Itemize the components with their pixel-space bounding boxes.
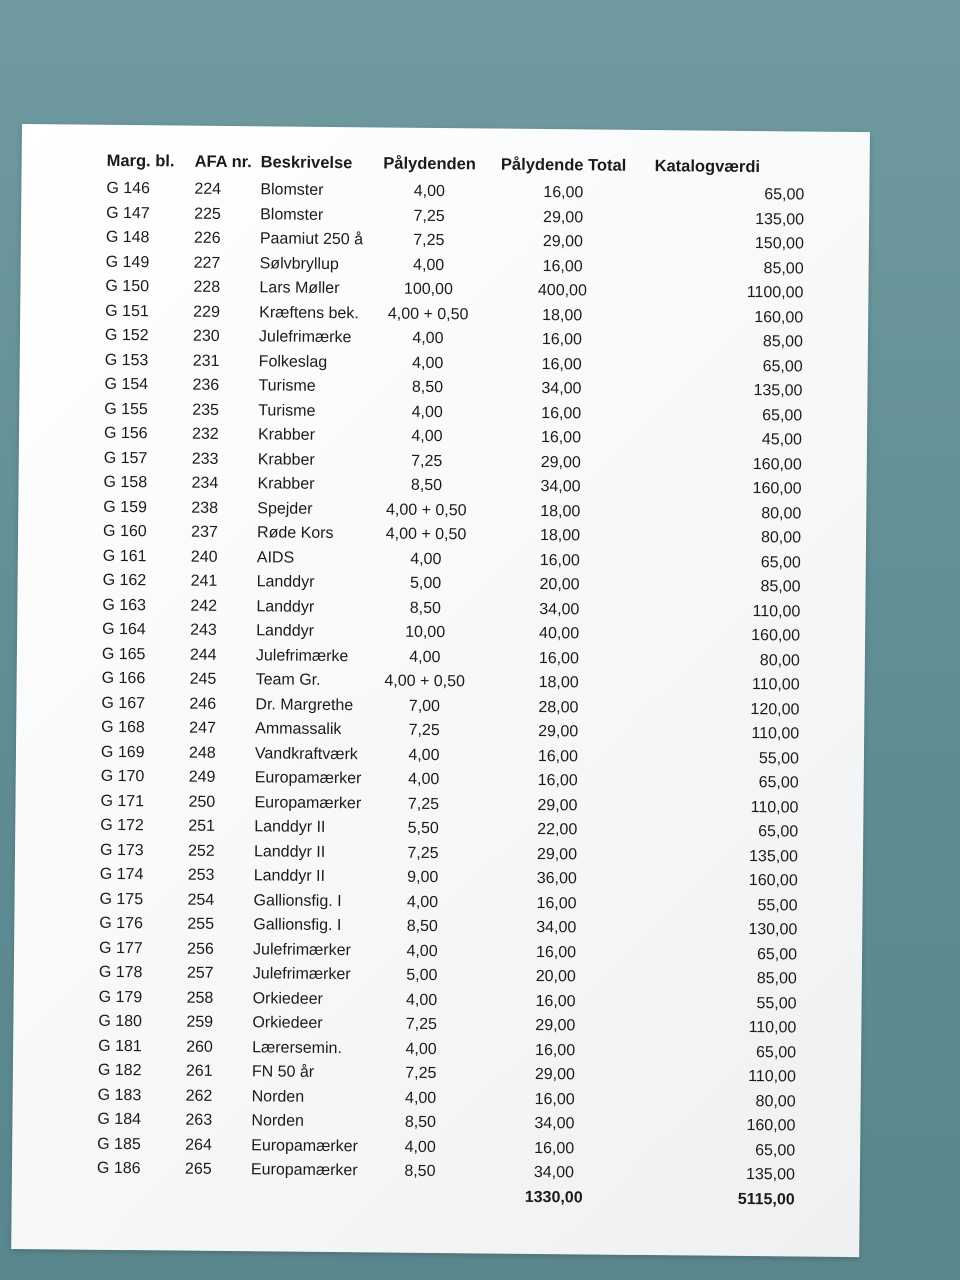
cell-paalydenden: 8,50 — [406, 917, 438, 936]
header-katalogvaerdi: Katalogværdi — [654, 156, 761, 176]
cell-katalogvaerdi: 65,00 — [764, 186, 805, 204]
cell-marg-bl: G 173 — [99, 841, 144, 859]
cell-afa-nr: 231 — [192, 352, 220, 370]
cell-beskrivelse: Gallionsfig. I — [253, 892, 342, 910]
cell-paalydenden: 7,25 — [413, 232, 445, 250]
cell-katalogvaerdi: 85,00 — [762, 333, 804, 351]
cell-beskrivelse: Europamærker — [251, 1136, 358, 1156]
cell-katalogvaerdi: 65,00 — [756, 945, 798, 964]
totals-empty-cell — [251, 1183, 361, 1209]
paper-sheet — [11, 124, 870, 1257]
cell-afa-nr: 234 — [191, 474, 219, 493]
cell-marg-bl: G 167 — [101, 694, 146, 712]
cell-marg-bl: G 161 — [102, 547, 147, 565]
cell-paalydenden: 4,00 — [405, 1040, 437, 1058]
cell-afa-nr: 248 — [188, 744, 216, 762]
cell-katalogvaerdi: 110,00 — [751, 725, 800, 743]
cell-paalydende-total: 400,00 — [537, 282, 587, 300]
cell-paalydende-total: 20,00 — [539, 576, 580, 594]
cell-afa-nr: 235 — [192, 401, 220, 419]
cell-paalydende-total: 18,00 — [540, 502, 581, 521]
totals-empty-cell — [97, 1181, 185, 1206]
cell-marg-bl: G 166 — [101, 670, 146, 688]
cell-beskrivelse: Krabber — [257, 451, 315, 469]
cell-paalydende-total: 34,00 — [536, 919, 577, 937]
cell-marg-bl: G 183 — [97, 1086, 142, 1104]
cell-paalydende-total: 16,00 — [542, 257, 583, 276]
cell-paalydende-total: 34,00 — [540, 478, 581, 496]
cell-paalydenden: 5,50 — [407, 819, 439, 838]
cell-beskrivelse: Norden — [251, 1087, 305, 1106]
cell-paalydenden: 7,25 — [407, 795, 440, 813]
cell-afa-nr: 227 — [193, 254, 221, 272]
cell-paalydenden: 4,00 — [408, 770, 440, 789]
cell-paalydenden: 8,50 — [404, 1113, 437, 1132]
cell-beskrivelse: Kræftens bek. — [259, 304, 359, 322]
cell-katalogvaerdi: 135,00 — [755, 210, 805, 229]
cell-paalydenden: 4,00 — [411, 403, 443, 421]
cell-marg-bl: G 162 — [102, 572, 147, 590]
cell-paalydenden: 4,00 — [413, 183, 446, 201]
cell-beskrivelse: Gallionsfig. I — [253, 916, 342, 935]
cell-afa-nr: 244 — [189, 646, 217, 664]
cell-katalogvaerdi: 65,00 — [762, 406, 803, 425]
cell-paalydende-total: 28,00 — [538, 698, 579, 717]
cell-paalydenden: 4,00 — [410, 550, 442, 568]
cell-katalogvaerdi: 160,00 — [746, 1117, 796, 1135]
cell-beskrivelse: Landdyr — [256, 573, 315, 592]
cell-paalydende-total: 29,00 — [535, 1017, 576, 1035]
cell-marg-bl: G 148 — [105, 229, 150, 247]
cell-beskrivelse: Turisme — [258, 377, 316, 396]
cell-afa-nr: 236 — [192, 376, 220, 395]
cell-beskrivelse: AIDS — [256, 549, 295, 567]
cell-katalogvaerdi: 80,00 — [759, 651, 800, 670]
cell-beskrivelse: Orkiedeer — [252, 1014, 323, 1033]
cell-paalydende-total: 16,00 — [535, 992, 576, 1011]
cell-marg-bl: G 186 — [96, 1160, 141, 1178]
cell-afa-nr: 243 — [190, 621, 217, 640]
cell-paalydenden: 8,50 — [410, 477, 443, 495]
cell-marg-bl: G 169 — [100, 743, 145, 761]
cell-afa-nr: 228 — [193, 278, 221, 297]
cell-marg-bl: G 159 — [103, 498, 148, 516]
cell-paalydende-total: 16,00 — [541, 331, 583, 349]
cell-katalogvaerdi: 135,00 — [753, 382, 803, 400]
cell-paalydenden: 7,00 — [408, 697, 441, 715]
cell-paalydenden: 4,00 — [412, 330, 444, 348]
header-beskrivelse: Beskrivelse — [260, 152, 353, 172]
cell-beskrivelse: Team Gr. — [255, 671, 321, 690]
cell-beskrivelse: Orkiedeer — [252, 990, 323, 1008]
cell-paalydende-total: 29,00 — [543, 208, 584, 227]
cell-katalogvaerdi: 120,00 — [750, 700, 800, 719]
cell-paalydenden: 7,25 — [405, 1064, 437, 1083]
cell-paalydende-total: 16,00 — [537, 772, 578, 790]
cell-afa-nr: 259 — [186, 1013, 214, 1032]
cell-paalydenden: 4,00 — [411, 428, 443, 446]
cell-beskrivelse: Landdyr II — [254, 818, 326, 837]
cell-paalydenden: 8,50 — [411, 379, 444, 397]
cell-katalogvaerdi: 110,00 — [748, 1068, 796, 1086]
cell-paalydende-total: 16,00 — [541, 355, 582, 374]
cell-afa-nr: 232 — [191, 425, 219, 444]
cell-marg-bl: G 179 — [98, 988, 143, 1006]
cell-beskrivelse: FN 50 år — [251, 1063, 315, 1082]
cell-beskrivelse: Lærersemin. — [252, 1039, 343, 1057]
cell-marg-bl: G 170 — [100, 768, 145, 786]
cell-marg-bl: G 147 — [106, 204, 150, 222]
cell-beskrivelse: Europamærker — [250, 1161, 358, 1180]
header-paalydende-total: Pålydende Total — [500, 155, 627, 175]
cell-afa-nr: 238 — [191, 499, 219, 517]
total-katalogvaerdi: 5115,00 — [737, 1190, 795, 1209]
cell-marg-bl: G 156 — [103, 425, 148, 443]
cell-afa-nr: 249 — [188, 768, 216, 787]
cell-afa-nr: 252 — [187, 842, 215, 860]
header-afa-nr: AFA nr. — [194, 152, 252, 171]
cell-marg-bl: G 182 — [97, 1062, 142, 1080]
cell-paalydenden: 7,25 — [408, 721, 440, 740]
cell-afa-nr: 261 — [185, 1062, 213, 1081]
cell-marg-bl: G 180 — [98, 1013, 143, 1031]
cell-afa-nr: 260 — [186, 1038, 213, 1056]
cell-beskrivelse: Landdyr II — [253, 867, 326, 886]
cell-marg-bl: G 176 — [99, 915, 144, 933]
cell-marg-bl: G 177 — [99, 939, 143, 957]
cell-afa-nr: 263 — [185, 1111, 213, 1130]
cell-beskrivelse: Lars Møller — [259, 279, 340, 298]
cell-afa-nr: 257 — [186, 964, 214, 983]
cell-marg-bl: G 175 — [99, 890, 144, 908]
cell-katalogvaerdi: 160,00 — [752, 480, 802, 498]
cell-paalydenden: 7,25 — [413, 207, 445, 225]
cell-beskrivelse: Julefrimærker — [253, 941, 351, 959]
cell-paalydenden: 4,00 — [405, 991, 438, 1009]
cell-paalydende-total: 16,00 — [535, 943, 577, 962]
cell-beskrivelse: Ammassalik — [255, 720, 342, 739]
cell-beskrivelse: Sølvbryllup — [259, 255, 339, 273]
cell-beskrivelse: Landdyr II — [253, 843, 326, 861]
cell-afa-nr: 255 — [187, 915, 215, 934]
cell-paalydende-total: 29,00 — [538, 723, 579, 741]
cell-paalydende-total: 34,00 — [534, 1115, 575, 1133]
cell-paalydende-total: 16,00 — [538, 649, 579, 668]
cell-afa-nr: 242 — [190, 597, 218, 615]
cell-katalogvaerdi: 130,00 — [748, 921, 798, 939]
cell-marg-bl: G 153 — [104, 351, 149, 369]
cell-paalydenden: 4,00 + 0,50 — [387, 305, 469, 324]
cell-marg-bl: G 160 — [103, 523, 147, 541]
header-marg-bl: Marg. bl. — [106, 151, 175, 170]
cell-katalogvaerdi: 160,00 — [748, 872, 798, 890]
header-paalydenden: Pålydenden — [383, 153, 477, 173]
cell-paalydende-total: 16,00 — [540, 429, 582, 447]
cell-afa-nr: 253 — [187, 866, 215, 885]
cell-marg-bl: G 152 — [104, 327, 149, 345]
cell-katalogvaerdi: 110,00 — [750, 798, 799, 817]
cell-afa-nr: 254 — [187, 891, 215, 909]
cell-katalogvaerdi: 85,00 — [756, 970, 797, 988]
cell-paalydenden: 7,25 — [407, 844, 439, 862]
cell-katalogvaerdi: 65,00 — [758, 774, 799, 792]
cell-beskrivelse: Folkeslag — [258, 353, 328, 371]
cell-katalogvaerdi: 55,00 — [758, 749, 800, 768]
cell-katalogvaerdi: 135,00 — [745, 1166, 796, 1184]
cell-paalydenden: 9,00 — [407, 868, 439, 887]
cell-katalogvaerdi: 55,00 — [757, 896, 798, 915]
cell-beskrivelse: Vandkraftværk — [254, 745, 358, 764]
cell-afa-nr: 258 — [186, 989, 214, 1007]
cell-beskrivelse: Turisme — [258, 402, 316, 420]
cell-paalydende-total: 36,00 — [536, 870, 577, 888]
cell-paalydende-total: 16,00 — [534, 1090, 575, 1109]
cell-katalogvaerdi: 110,00 — [752, 602, 801, 621]
cell-afa-nr: 225 — [194, 205, 221, 223]
cell-paalydende-total: 40,00 — [539, 625, 580, 643]
cell-beskrivelse: Julefrimærke — [258, 328, 352, 347]
cell-marg-bl: G 168 — [101, 719, 145, 737]
cell-afa-nr: 237 — [191, 523, 218, 542]
cell-beskrivelse: Landdyr — [256, 622, 315, 641]
cell-beskrivelse: Julefrimærke — [255, 647, 349, 665]
cell-katalogvaerdi: 65,00 — [762, 357, 803, 376]
cell-afa-nr: 247 — [189, 719, 216, 738]
cell-afa-nr: 245 — [189, 670, 217, 689]
cell-marg-bl: G 172 — [100, 817, 144, 835]
cell-afa-nr: 265 — [184, 1160, 212, 1179]
cell-paalydenden: 4,00 + 0,50 — [385, 525, 467, 544]
cell-beskrivelse: Blomster — [260, 181, 324, 200]
cell-paalydende-total: 18,00 — [542, 306, 583, 325]
cell-paalydenden: 4,00 — [405, 1089, 437, 1107]
cell-marg-bl: G 151 — [105, 302, 149, 320]
cell-marg-bl: G 181 — [98, 1037, 142, 1055]
cell-paalydenden: 4,00 — [413, 256, 445, 274]
cell-beskrivelse: Landdyr — [256, 598, 315, 616]
cell-afa-nr: 256 — [187, 940, 214, 958]
cell-paalydende-total: 16,00 — [535, 1041, 576, 1060]
cell-katalogvaerdi: 45,00 — [761, 431, 803, 449]
cell-paalydende-total: 34,00 — [539, 600, 580, 619]
cell-paalydenden: 4,00 + 0,50 — [385, 501, 467, 520]
cell-katalogvaerdi: 110,00 — [751, 676, 800, 694]
cell-marg-bl: G 163 — [102, 596, 147, 614]
cell-paalydende-total: 34,00 — [533, 1164, 575, 1182]
cell-paalydende-total: 29,00 — [542, 233, 583, 251]
cell-katalogvaerdi: 160,00 — [751, 627, 801, 645]
cell-marg-bl: G 146 — [106, 180, 151, 198]
cell-paalydende-total: 16,00 — [534, 1139, 575, 1158]
cell-katalogvaerdi: 65,00 — [758, 823, 799, 841]
totals-empty-cell — [361, 1184, 479, 1210]
cell-katalogvaerdi: 110,00 — [748, 1019, 797, 1037]
cell-paalydenden: 7,25 — [411, 452, 443, 470]
cell-afa-nr: 262 — [185, 1087, 213, 1105]
cell-marg-bl: G 165 — [101, 645, 146, 663]
cell-beskrivelse: Blomster — [260, 206, 324, 224]
cell-paalydende-total: 16,00 — [543, 184, 584, 202]
cell-paalydenden: 7,25 — [405, 1015, 438, 1034]
cell-paalydenden: 5,00 — [406, 966, 438, 985]
cell-afa-nr: 229 — [193, 303, 220, 321]
cell-paalydenden: 4,00 — [412, 354, 444, 372]
cell-beskrivelse: Europamærker — [254, 769, 362, 788]
cell-beskrivelse: Paamiut 250 å — [259, 230, 364, 249]
cell-katalogvaerdi: 160,00 — [752, 455, 802, 474]
cell-paalydenden: 100,00 — [403, 280, 453, 299]
cell-katalogvaerdi: 85,00 — [763, 259, 804, 278]
cell-paalydende-total: 29,00 — [536, 845, 578, 864]
cell-marg-bl: G 185 — [97, 1135, 141, 1153]
cell-katalogvaerdi: 80,00 — [755, 1092, 796, 1111]
cell-paalydende-total: 29,00 — [534, 1066, 575, 1084]
cell-paalydenden: 4,00 — [406, 893, 439, 911]
cell-paalydende-total: 29,00 — [537, 796, 578, 815]
total-paalydende: 1330,00 — [524, 1188, 583, 1207]
cell-paalydenden: 8,50 — [409, 599, 442, 617]
cell-marg-bl: G 171 — [100, 792, 145, 810]
cell-paalydenden: 5,00 — [409, 574, 442, 593]
cell-marg-bl: G 174 — [99, 866, 144, 884]
cell-beskrivelse: Europamærker — [254, 794, 362, 813]
cell-paalydende-total: 20,00 — [535, 968, 576, 986]
cell-paalydende-total: 16,00 — [539, 551, 580, 570]
cell-beskrivelse: Krabber — [257, 426, 316, 445]
cell-paalydende-total: 18,00 — [539, 527, 581, 545]
cell-paalydenden: 4,00 — [408, 746, 440, 764]
cell-paalydenden: 4,00 — [409, 648, 441, 666]
cell-afa-nr: 250 — [188, 793, 216, 811]
cell-marg-bl: G 150 — [105, 278, 150, 296]
cell-marg-bl: G 178 — [98, 964, 143, 982]
cell-marg-bl: G 149 — [105, 253, 150, 271]
cell-katalogvaerdi: 160,00 — [754, 308, 804, 327]
cell-afa-nr: 230 — [192, 327, 220, 346]
cell-paalydenden: 4,00 — [406, 942, 438, 960]
cell-afa-nr: 233 — [191, 450, 219, 468]
cell-katalogvaerdi: 65,00 — [755, 1043, 797, 1062]
cell-paalydende-total: 16,00 — [537, 747, 579, 766]
cell-beskrivelse: Spejder — [257, 500, 313, 518]
cell-katalogvaerdi: 150,00 — [754, 235, 804, 253]
cell-paalydenden: 8,50 — [404, 1162, 436, 1181]
cell-katalogvaerdi: 55,00 — [756, 994, 797, 1013]
cell-marg-bl: G 158 — [103, 474, 148, 492]
cell-afa-nr: 240 — [190, 548, 218, 566]
cell-afa-nr: 241 — [190, 572, 218, 591]
cell-katalogvaerdi: 65,00 — [760, 553, 801, 572]
cell-marg-bl: G 155 — [104, 400, 148, 418]
cell-katalogvaerdi: 1100,00 — [746, 284, 804, 302]
cell-afa-nr: 224 — [194, 180, 222, 199]
cell-marg-bl: G 157 — [103, 449, 148, 467]
cell-katalogvaerdi: 85,00 — [760, 578, 801, 596]
cell-paalydende-total: 29,00 — [540, 453, 581, 472]
cell-afa-nr: 246 — [189, 695, 217, 713]
cell-marg-bl: G 184 — [97, 1111, 142, 1129]
cell-katalogvaerdi: 80,00 — [761, 504, 802, 523]
totals-empty-cell — [185, 1182, 251, 1207]
cell-katalogvaerdi: 65,00 — [755, 1141, 796, 1160]
cell-katalogvaerdi: 80,00 — [760, 529, 802, 547]
cell-beskrivelse: Julefrimærker — [252, 965, 351, 984]
cell-beskrivelse: Dr. Margrethe — [255, 696, 354, 714]
cell-afa-nr: 226 — [193, 229, 221, 248]
cell-paalydenden: 4,00 + 0,50 — [384, 672, 465, 691]
cell-paalydenden: 10,00 — [405, 623, 446, 642]
cell-beskrivelse: Norden — [251, 1112, 305, 1131]
cell-afa-nr: 264 — [185, 1136, 212, 1154]
cell-marg-bl: G 154 — [104, 376, 149, 394]
cell-beskrivelse: Krabber — [257, 475, 315, 494]
stamp-catalog-table — [97, 145, 805, 1213]
cell-beskrivelse: Røde Kors — [257, 524, 334, 543]
cell-paalydende-total: 34,00 — [541, 380, 582, 398]
cell-paalydende-total: 16,00 — [541, 404, 582, 423]
cell-paalydende-total: 16,00 — [536, 894, 577, 913]
cell-marg-bl: G 164 — [102, 621, 146, 639]
cell-katalogvaerdi: 135,00 — [748, 847, 799, 866]
cell-paalydenden: 4,00 — [404, 1138, 436, 1156]
cell-paalydende-total: 22,00 — [537, 821, 578, 839]
cell-paalydende-total: 18,00 — [538, 674, 579, 692]
cell-afa-nr: 251 — [188, 817, 216, 836]
